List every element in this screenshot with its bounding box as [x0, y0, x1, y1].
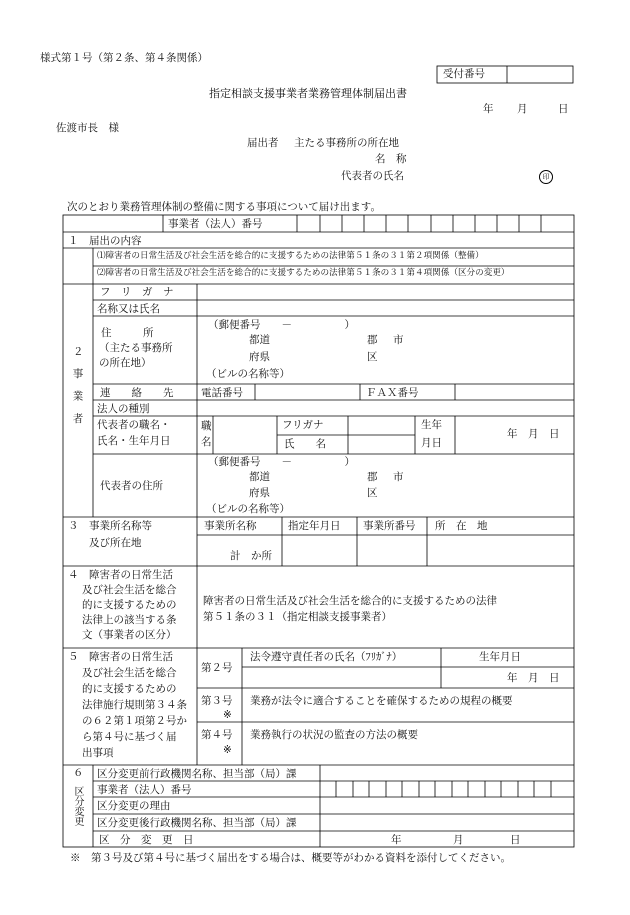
- rep-label-2: 氏名・生年月日: [97, 435, 171, 447]
- tel-label: 電話番号: [201, 387, 243, 399]
- address-label-2: （主たる事務所: [99, 342, 173, 354]
- corp-type-label: 法人の種別: [97, 403, 150, 415]
- option-1[interactable]: ⑴障害者の日常生活及び社会生活を総合的に支援するための法律第５１条の３１第２項関係（整備）: [97, 251, 484, 261]
- change-date-month: 月: [453, 834, 464, 846]
- section5-label-6: ら第４号に基づく届: [82, 731, 177, 743]
- office-number-header: 事業所番号: [363, 520, 416, 532]
- change-date-year: 年: [391, 834, 402, 846]
- business-number-label: 事業者（法人）番号: [168, 218, 263, 230]
- section4-value: 障害者の日常生活及び社会生活を総合的に支援するための法律: [203, 595, 497, 607]
- item-no3: 第３号: [201, 695, 233, 707]
- notifier-label: 届出者: [247, 137, 279, 149]
- rep-furigana-label: フリガナ: [282, 419, 324, 431]
- section6-label: 区分変更: [72, 786, 83, 826]
- option-2[interactable]: ⑵障害者の日常生活及び社会生活を総合的に支援するための法律第５１条の３１第４項関係（区分の変更）: [97, 268, 510, 278]
- item-no2: 第２号: [201, 662, 233, 674]
- address-label-3: の所在地）: [99, 357, 152, 369]
- item-no4-desc: 業務執行の状況の監査の方法の概要: [250, 729, 418, 741]
- rep-birth-date: 年 月 日: [507, 428, 560, 440]
- document-title: 指定相談支援事業者業務管理体制届出書: [209, 87, 407, 100]
- building-label: （ビルの名称等）: [206, 368, 290, 380]
- notifier-name-label: 名 称: [375, 153, 407, 165]
- section1-title: １ 届出の内容: [68, 235, 142, 247]
- name-label: 名称又は氏名: [97, 303, 160, 315]
- item-no3-desc: 業務が法令に適合することを確保するための規程の概要: [250, 695, 513, 707]
- section2-number: ２: [73, 346, 84, 358]
- rep-fuken-label: 府県: [249, 487, 270, 499]
- designation-date-header: 指定年月日: [288, 520, 341, 532]
- rep-todo-label: 都道: [249, 471, 270, 483]
- section5-label-7: 出事項: [82, 747, 114, 759]
- compliance-officer-label: 法令遵守責任者の氏名（ﾌﾘｶﾞﾅ）: [250, 651, 403, 663]
- addressee: 佐渡市長 様: [56, 122, 119, 134]
- postal-code: （郵便番号 － ）: [208, 319, 355, 331]
- section2-label: 事業者: [71, 368, 84, 436]
- birth-label: 生年: [421, 419, 442, 431]
- item-no4-mark: ※: [223, 744, 232, 756]
- new-agency-label: 区分変更後行政機関名称、担当部（局）課: [97, 817, 297, 829]
- section3-label: ３ 事業所名称等: [68, 520, 152, 532]
- rep-gun-label: 郡: [367, 471, 378, 483]
- gun-label: 郡: [367, 334, 378, 346]
- contact-label: 連 絡 先: [100, 387, 174, 399]
- section3-label-2: 及び所在地: [89, 537, 142, 549]
- shi-label: 市: [393, 334, 404, 346]
- address-label: 住 所: [101, 327, 154, 339]
- date-year: 年: [483, 103, 494, 115]
- rep-building-label: （ビルの名称等）: [206, 503, 290, 515]
- change-date-day: 日: [510, 834, 521, 846]
- rep-label: 代表者の職名・: [97, 419, 171, 431]
- seal-mark: 印: [539, 170, 553, 184]
- fuken-label: 府県: [249, 351, 270, 363]
- change-date-label: 区 分 変 更 日: [99, 834, 194, 846]
- section4-label-5: 文（事業者の区分）: [82, 629, 177, 641]
- prior-agency-label: 区分変更前行政機関名称、担当部（局）課: [97, 768, 297, 780]
- section5-label: ５ 障害者の日常生活: [68, 651, 173, 663]
- receipt-number-field[interactable]: [508, 67, 572, 82]
- section4-label-3: 的に支援するための: [82, 599, 177, 611]
- post-label-2: 名: [201, 436, 212, 448]
- notifier-address-label: 主たる事務所の所在地: [294, 137, 399, 149]
- location-header: 所 在 地: [435, 520, 488, 532]
- office-total: 計 か所: [230, 550, 272, 562]
- rep-postal-code: （郵便番号 － ）: [208, 456, 355, 468]
- change-reason-label: 区分変更の理由: [97, 800, 171, 812]
- officer-birth-label: 生年月日: [479, 651, 521, 663]
- ku-label: 区: [367, 351, 378, 363]
- form-number: 様式第１号（第２条、第４条関係）: [40, 52, 208, 64]
- changed-business-number-label: 事業者（法人）番号: [97, 784, 192, 796]
- birth-label-2: 月日: [421, 437, 442, 449]
- item-no3-mark: ※: [223, 709, 232, 721]
- date-day: 日: [558, 103, 569, 115]
- section4-label-4: 法律上の該当する条: [82, 614, 177, 626]
- item-no4: 第４号: [201, 729, 233, 741]
- fax-label: ＦＡＸ番号: [366, 387, 419, 399]
- section5-label-2: 及び社会生活を総合: [82, 667, 177, 679]
- officer-birth-date: 年 月 日: [507, 672, 560, 684]
- date-month: 月: [517, 103, 528, 115]
- footnote: ※ 第３号及び第４号に基づく届出をする場合は、概要等がわかる資料を添付してください。: [70, 852, 511, 864]
- intro-text: 次のとおり業務管理体制の整備に関する事項について届け出ます。: [67, 201, 381, 213]
- section5-label-5: の６２第１項第２号か: [82, 715, 187, 727]
- section6-number: ６: [73, 767, 84, 779]
- section4-value-2: 第５１条の３１（指定相談支援事業者）: [203, 611, 392, 623]
- section4-label: ４ 障害者の日常生活: [68, 569, 173, 581]
- rep-name-label: 氏 名: [284, 438, 326, 450]
- notifier-rep-label: 代表者の氏名: [341, 170, 404, 182]
- rep-ku-label: 区: [367, 487, 378, 499]
- office-name-header: 事業所名称: [204, 520, 257, 532]
- post-label: 職: [201, 420, 212, 432]
- receipt-label: 受付番号: [443, 68, 485, 80]
- furigana-label: フ リ ガ ナ: [100, 286, 174, 298]
- section5-label-3: 的に支援するための: [82, 683, 177, 695]
- rep-address-label: 代表者の住所: [100, 480, 163, 492]
- section5-label-4: 法律施行規則第３４条: [82, 699, 187, 711]
- todo-label: 都道: [249, 334, 270, 346]
- section4-label-2: 及び社会生活を総合: [82, 584, 177, 596]
- rep-shi-label: 市: [393, 471, 404, 483]
